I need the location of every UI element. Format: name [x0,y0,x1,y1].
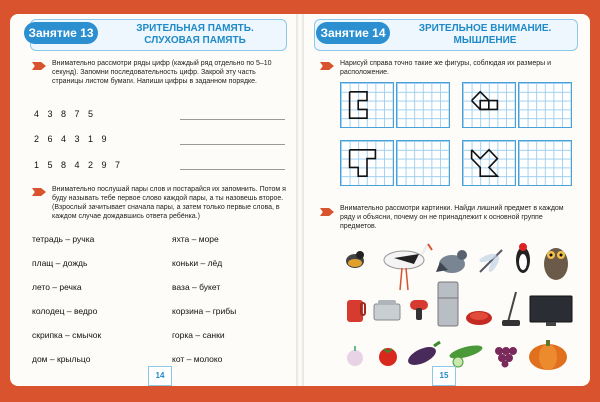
word-pair: тетрадь – ручка [32,234,95,244]
right-page-title [400,23,570,47]
digit-row-2: 2 6 4 3 1 9 [34,134,110,144]
left-task1-text: Внимательно рассмотри ряды цифр (каждый ряд отдельно по 5–10 секунд). Запомни последовательность цифр. Закрой эту часть страницы листом бумаги. Напиши цифры в заданном порядке. [52,60,272,85]
eggplant-icon [404,340,442,368]
bullfinch-icon [342,246,368,272]
hair-dryer-icon [408,296,434,322]
left-title-line2: СЛУХОВАЯ ПАМЯТЬ [144,35,246,46]
word-pair: лето – речка [32,282,82,292]
owl-icon [540,240,572,282]
figure-grid [340,140,394,186]
word-pair: яхта – море [172,234,219,244]
digit-row-3: 1 5 8 4 2 9 7 [34,160,124,170]
figure-grid [462,82,516,128]
word-pair: плащ – дождь [32,258,88,268]
left-task2-text: Внимательно послушай пары слов и постарайся их запомнить. Потом я буду называть тебе первое слово каждой пары, а ты назовешь второе. (Взрослый зачитывает сначала пары, а затем только первые слова, в каждом случае дождавшись ответа ребёнка.) [52,186,286,220]
word-pair: ваза – букет [172,282,221,292]
left-lesson-badge: Занятие 13 [24,22,98,44]
answer-line-3[interactable] [180,169,285,170]
task-arrow-icon [320,62,334,70]
digit-row-1: 4 3 8 7 5 [34,109,97,119]
fridge-icon [436,280,460,328]
grapes-icon [490,342,520,368]
right-task1-text: Нарисуй справа точно такие же фигуры, соблюдая их размеры и расположение. [340,60,552,76]
word-pair: кот – молоко [172,354,223,364]
woodpecker-icon [512,240,534,280]
empty-grid[interactable] [518,140,572,186]
book-fold [296,14,304,386]
right-title-line1: ЗРИТЕЛЬНОЕ ВНИМАНИЕ. [418,23,552,34]
right-lesson-badge: Занятие 14 [316,22,390,44]
task-arrow-icon [320,208,334,216]
pumpkin-icon [526,336,570,372]
empty-grid[interactable] [518,82,572,128]
word-pair: колодец – ведро [32,306,98,316]
word-pair: корзина – грибы [172,306,237,316]
sample-figure-2 [463,83,515,127]
right-page-number: 15 [432,366,456,386]
robot-vacuum-icon [464,306,494,326]
left-page [10,14,298,386]
dragonfly-icon [476,246,506,276]
task-arrow-icon [32,188,46,196]
onion-icon [344,344,366,368]
cucumber-icon [446,340,486,368]
answer-line-1[interactable] [180,119,285,120]
figure-grid [340,82,394,128]
empty-grid[interactable] [396,140,450,186]
sample-figure-4 [463,141,515,185]
stork-icon [374,234,434,294]
tomato-icon [376,344,400,368]
left-title-line1: ЗРИТЕЛЬНАЯ ПАМЯТЬ. [136,23,254,34]
right-title-line2: МЫШЛЕНИЕ [453,35,517,46]
word-pair: дом – крыльцо [32,354,91,364]
word-pair: коньки – лёд [172,258,223,268]
figure-grid [462,140,516,186]
left-page-title [110,23,280,47]
sample-figure-3 [341,141,393,185]
tv-icon [528,294,574,328]
right-task2-text: Внимательно рассмотри картинки. Найди лишний предмет в каждом ряду и объясни, почему он не принадлежит к основной группе предметов. [340,205,564,230]
answer-line-2[interactable] [180,144,285,145]
word-pair: горка – санки [172,330,225,340]
pigeon-icon [434,244,470,278]
vacuum-cleaner-icon [496,290,522,330]
kettle-icon [344,294,366,324]
sample-figure-1 [341,83,393,127]
empty-grid[interactable] [396,82,450,128]
task-arrow-icon [32,62,46,70]
word-pair: скрипка – смычок [32,330,102,340]
saucepan-icon [370,296,404,322]
right-page [300,14,590,386]
left-page-number: 14 [148,366,172,386]
